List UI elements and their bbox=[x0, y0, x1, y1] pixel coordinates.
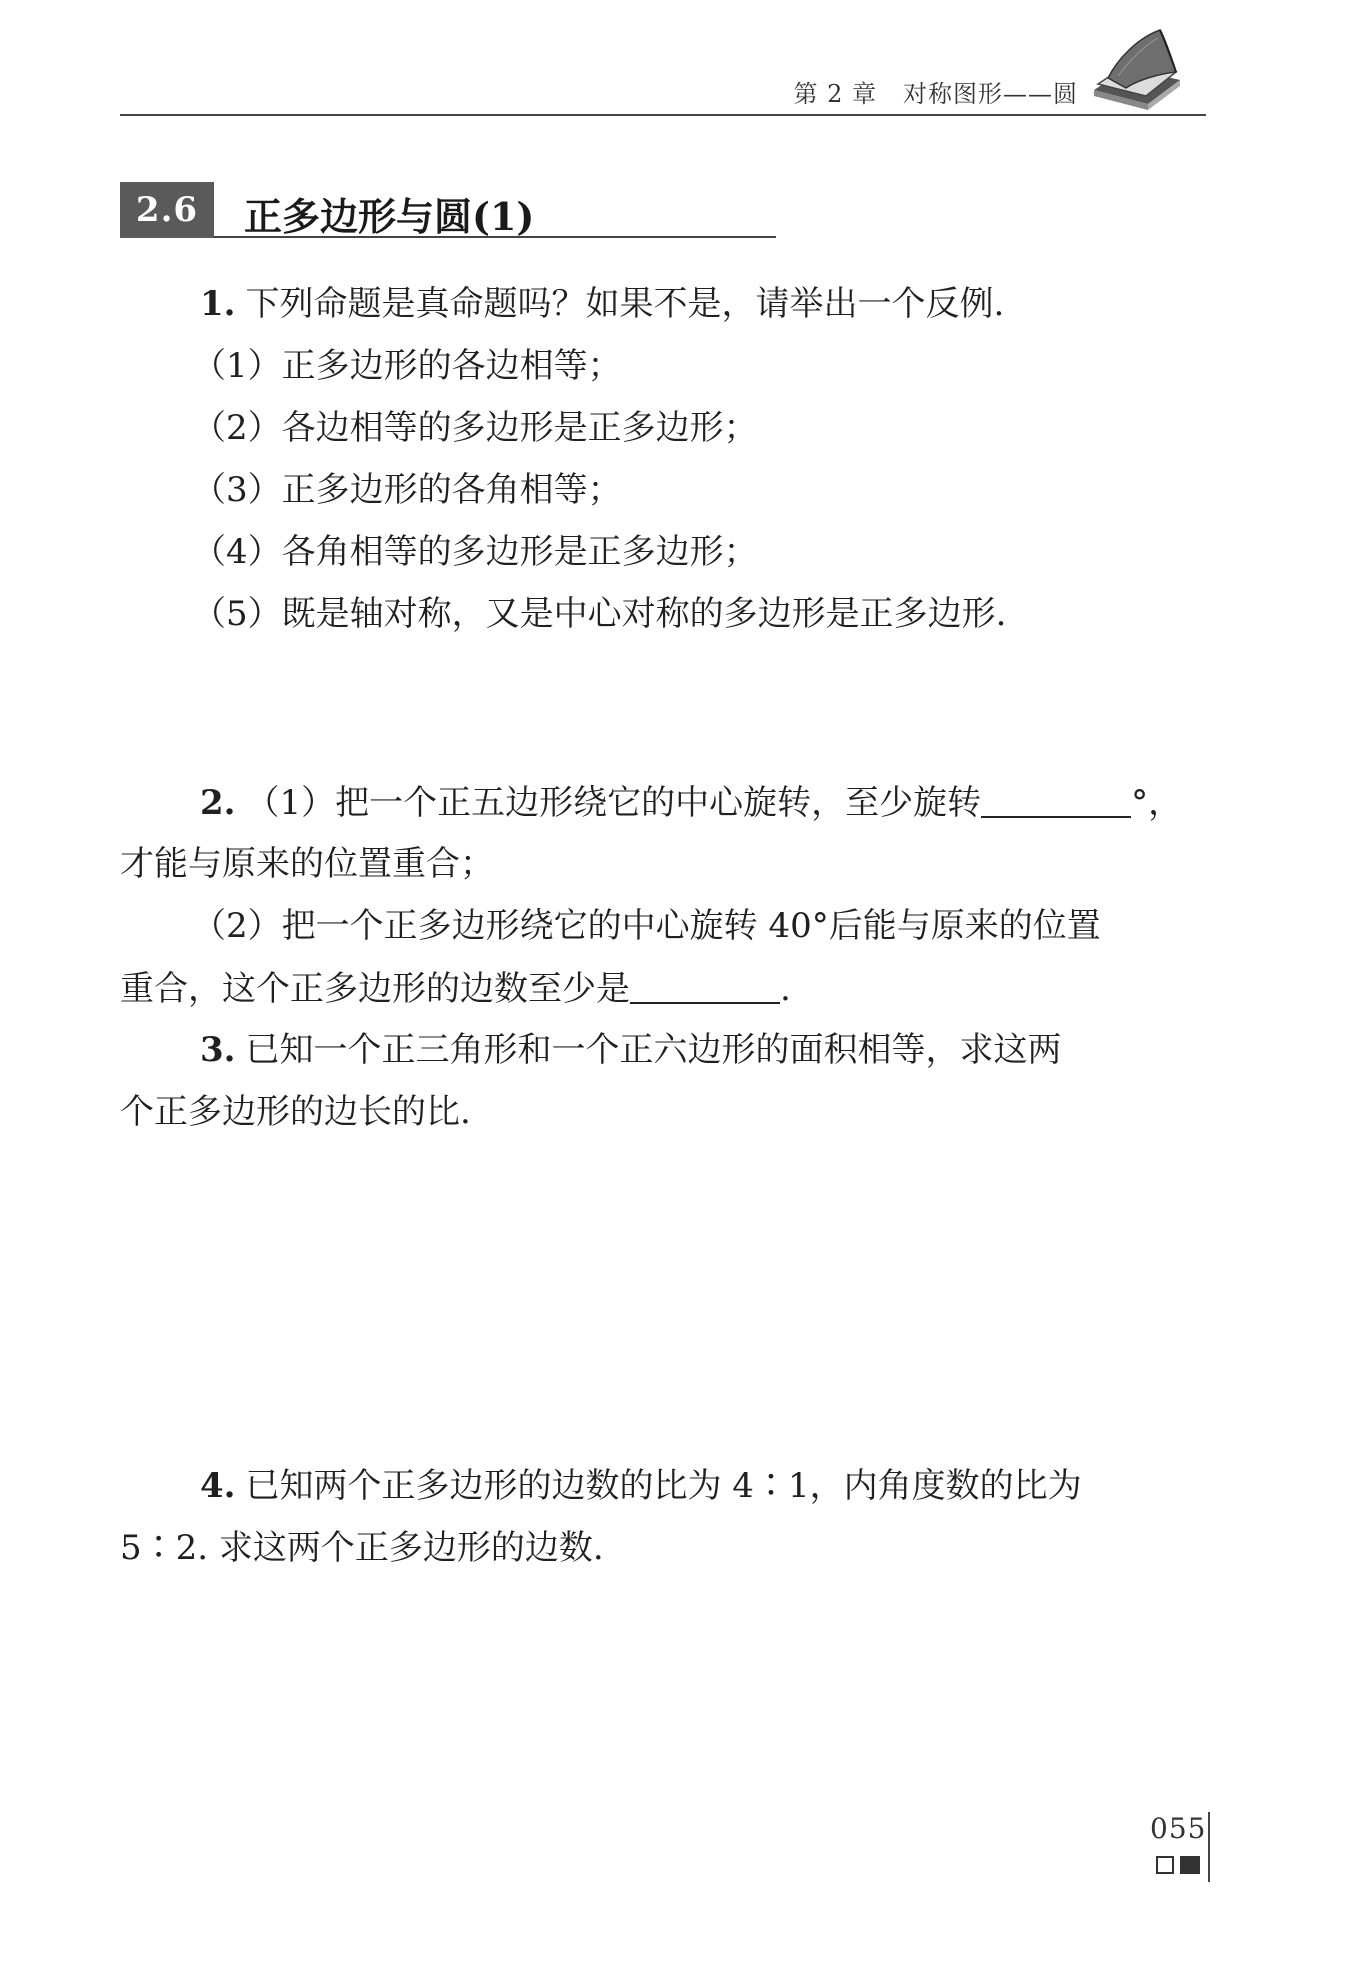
problem-3-text: 已知一个正三角形和一个正六边形的面积相等，求这两 bbox=[245, 1030, 1062, 1070]
problem-4-line-1 bbox=[200, 1466, 1082, 1506]
problem-3-line-2: 个正多边形的边长的比. bbox=[120, 1092, 471, 1132]
problem-2-line-1 bbox=[200, 782, 1182, 823]
section-title: 正多边形与圆(1) bbox=[244, 194, 535, 239]
book-icon bbox=[1088, 28, 1184, 112]
problem-1-item-2: （2）各边相等的多边形是正多边形； bbox=[192, 408, 758, 448]
problem-2-period: . bbox=[780, 969, 791, 1009]
problem-4-line-2: 5∶2. 求这两个正多边形的边数. bbox=[120, 1528, 604, 1568]
section-number: 2.6 bbox=[120, 182, 214, 238]
problem-1-text: 下列命题是真命题吗？如果不是，请举出一个反例. bbox=[245, 284, 1005, 324]
problem-2-degree-sign: °， bbox=[1131, 783, 1183, 823]
answer-blank-sides[interactable] bbox=[630, 968, 780, 1004]
problem-3-line-1 bbox=[200, 1030, 1062, 1070]
problem-1-item-5: （5）既是轴对称，又是中心对称的多边形是正多边形. bbox=[192, 594, 1007, 634]
problem-2-line-2: 才能与原来的位置重合； bbox=[120, 844, 494, 884]
problem-2-part2-text: 重合，这个正多边形的边数至少是 bbox=[120, 969, 630, 1009]
problem-2-line-3: （2）把一个正多边形绕它的中心旋转 40°后能与原来的位置 bbox=[192, 906, 1101, 946]
header-chapter: 第 2 章 bbox=[793, 80, 877, 108]
running-header bbox=[120, 28, 1206, 116]
problem-4-number: 4. bbox=[200, 1466, 236, 1506]
section-underline bbox=[214, 236, 776, 238]
problem-1-number: 1. bbox=[200, 284, 236, 324]
header-text bbox=[793, 74, 1078, 109]
problem-1-stem bbox=[200, 284, 1004, 324]
problem-1-item-1: （1）正多边形的各边相等； bbox=[192, 346, 622, 386]
square-outline-icon bbox=[1156, 1856, 1174, 1874]
page-number-divider bbox=[1208, 1812, 1210, 1882]
problem-4-text: 已知两个正多边形的边数的比为 4∶1，内角度数的比为 bbox=[245, 1466, 1082, 1506]
problem-2-number: 2. bbox=[200, 783, 236, 823]
answer-blank-rotation[interactable] bbox=[981, 782, 1131, 818]
problem-1-item-4: （4）各角相等的多边形是正多边形； bbox=[192, 532, 758, 572]
page-number: 055 bbox=[1150, 1812, 1207, 1845]
square-filled-icon bbox=[1180, 1856, 1200, 1874]
header-title: 对称图形——圆 bbox=[903, 80, 1078, 108]
section-heading bbox=[120, 182, 776, 238]
problem-1-item-3: （3）正多边形的各角相等； bbox=[192, 470, 622, 510]
problem-2-line-4 bbox=[120, 968, 791, 1009]
problem-3-number: 3. bbox=[200, 1030, 236, 1070]
problem-2-part1-text: （1）把一个正五边形绕它的中心旋转，至少旋转 bbox=[245, 783, 982, 823]
